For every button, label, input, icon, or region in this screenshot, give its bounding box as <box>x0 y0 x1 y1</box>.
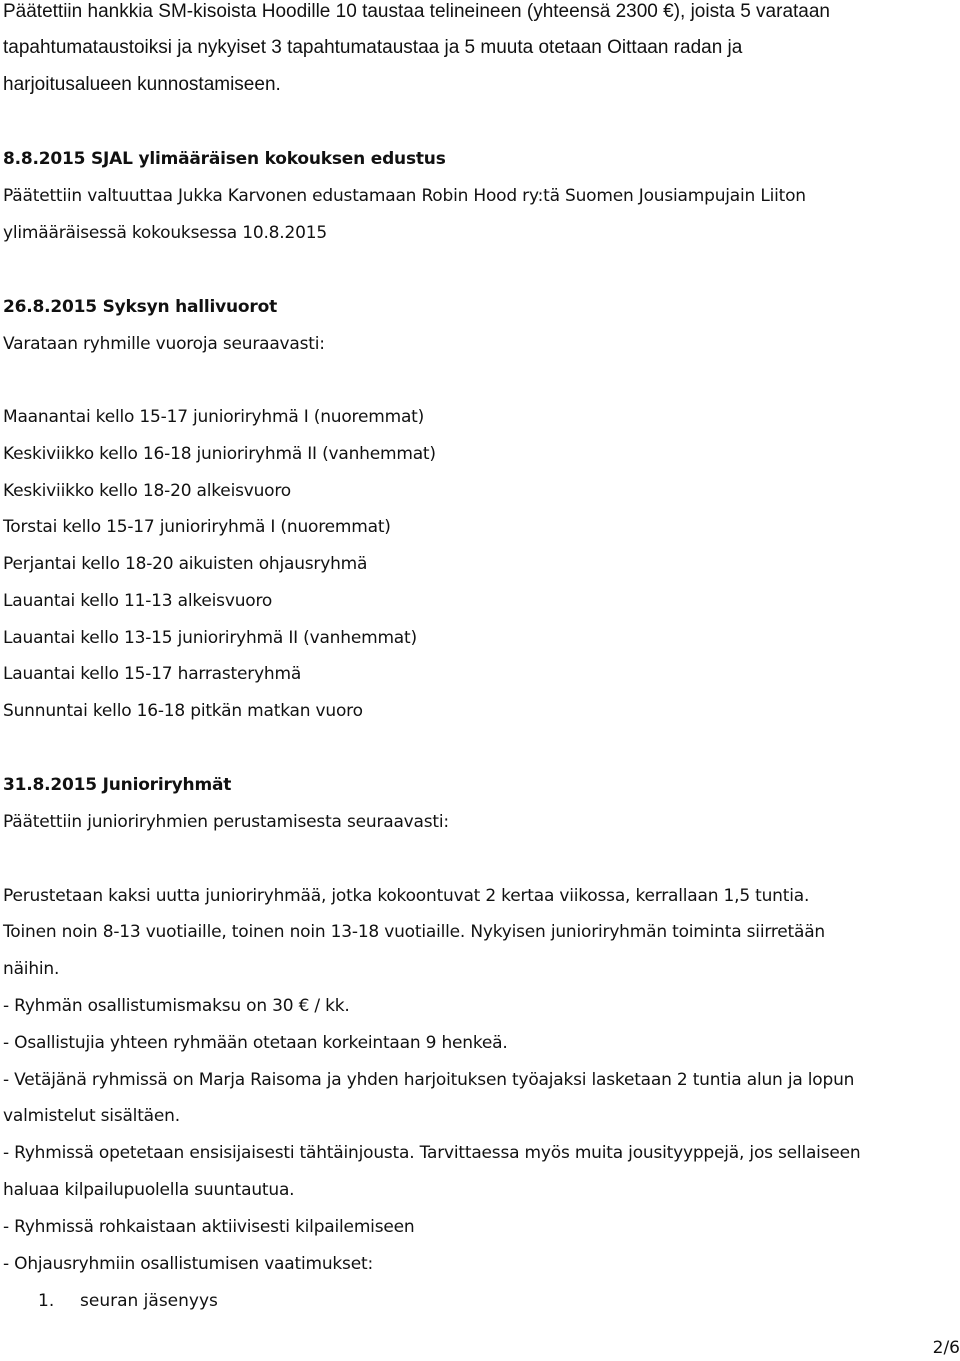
juniors-intro: Päätettiin junioriryhmien perustamisesta seuraavasti: <box>3 812 449 832</box>
juniors-line: - Ryhmissä opetetaan ensisijaisesti tähtäinjousta. Tarvittaessa myös muita jousityyppejä, jos sellaiseen <box>3 1143 861 1163</box>
juniors-line: - Ohjausryhmiin osallistumisen vaatimukset: <box>3 1254 373 1274</box>
page-number: 2/6 <box>932 1338 960 1358</box>
juniors-line: - Ryhmän osallistumismaksu on 30 € / kk. <box>3 996 350 1016</box>
schedule-item: Keskiviikko kello 16-18 junioriryhmä II (vanhemmat) <box>3 444 436 464</box>
juniors-heading: 31.8.2015 Junioriryhmät <box>3 775 232 795</box>
intro-line-2: tapahtumataustoiksi ja nykyiset 3 tapahtumataustaa ja 5 muuta otetaan Oittaan radan ja <box>3 37 743 58</box>
juniors-line: Perustetaan kaksi uutta junioriryhmää, jotka kokoontuvat 2 kertaa viikossa, kerrallaan 1,5 tuntia. <box>3 886 810 906</box>
schedule-item: Sunnuntai kello 16-18 pitkän matkan vuoro <box>3 701 363 721</box>
schedule-item: Torstai kello 15-17 junioriryhmä I (nuoremmat) <box>3 517 391 537</box>
requirement-number: 1. <box>38 1291 55 1311</box>
halls-heading: 26.8.2015 Syksyn hallivuorot <box>3 297 277 317</box>
juniors-line: valmistelut sisältäen. <box>3 1106 180 1126</box>
requirement-list-item <box>38 1289 218 1313</box>
juniors-line: Toinen noin 8-13 vuotiaille, toinen noin 13-18 vuotiaille. Nykyisen junioriryhmän toiminta siirretään <box>3 922 825 942</box>
sjal-line-1: Päätettiin valtuuttaa Jukka Karvonen edustamaan Robin Hood ry:tä Suomen Jousiampujain Liiton <box>3 186 806 206</box>
juniors-line: näihin. <box>3 959 60 979</box>
juniors-line: - Vetäjänä ryhmissä on Marja Raisoma ja yhden harjoituksen työajaksi lasketaan 2 tuntia alun ja lopun <box>3 1070 855 1090</box>
intro-line-3: harjoitusalueen kunnostamiseen. <box>3 74 281 95</box>
requirement-text: seuran jäsenyys <box>80 1291 218 1311</box>
schedule-item: Perjantai kello 18-20 aikuisten ohjausryhmä <box>3 554 368 574</box>
sjal-heading: 8.8.2015 SJAL ylimääräisen kokouksen edustus <box>3 149 446 169</box>
juniors-line: - Ryhmissä rohkaistaan aktiivisesti kilpailemiseen <box>3 1217 415 1237</box>
schedule-item: Lauantai kello 13-15 junioriryhmä II (vanhemmat) <box>3 628 417 648</box>
juniors-line: - Osallistujia yhteen ryhmään otetaan korkeintaan 9 henkeä. <box>3 1033 508 1053</box>
intro-line-1: Päätettiin hankkia SM-kisoista Hoodille 10 taustaa telineineen (yhteensä 2300 €), joista 5 varataan <box>3 1 831 22</box>
juniors-line: haluaa kilpailupuolella suuntautua. <box>3 1180 295 1200</box>
schedule-item: Lauantai kello 15-17 harrasteryhmä <box>3 664 302 684</box>
schedule-item: Keskiviikko kello 18-20 alkeisvuoro <box>3 481 292 501</box>
sjal-line-2: ylimääräisessä kokouksessa 10.8.2015 <box>3 223 327 243</box>
schedule-item: Lauantai kello 11-13 alkeisvuoro <box>3 591 273 611</box>
schedule-item: Maanantai kello 15-17 junioriryhmä I (nuoremmat) <box>3 407 425 427</box>
halls-intro: Varataan ryhmille vuoroja seuraavasti: <box>3 334 325 354</box>
